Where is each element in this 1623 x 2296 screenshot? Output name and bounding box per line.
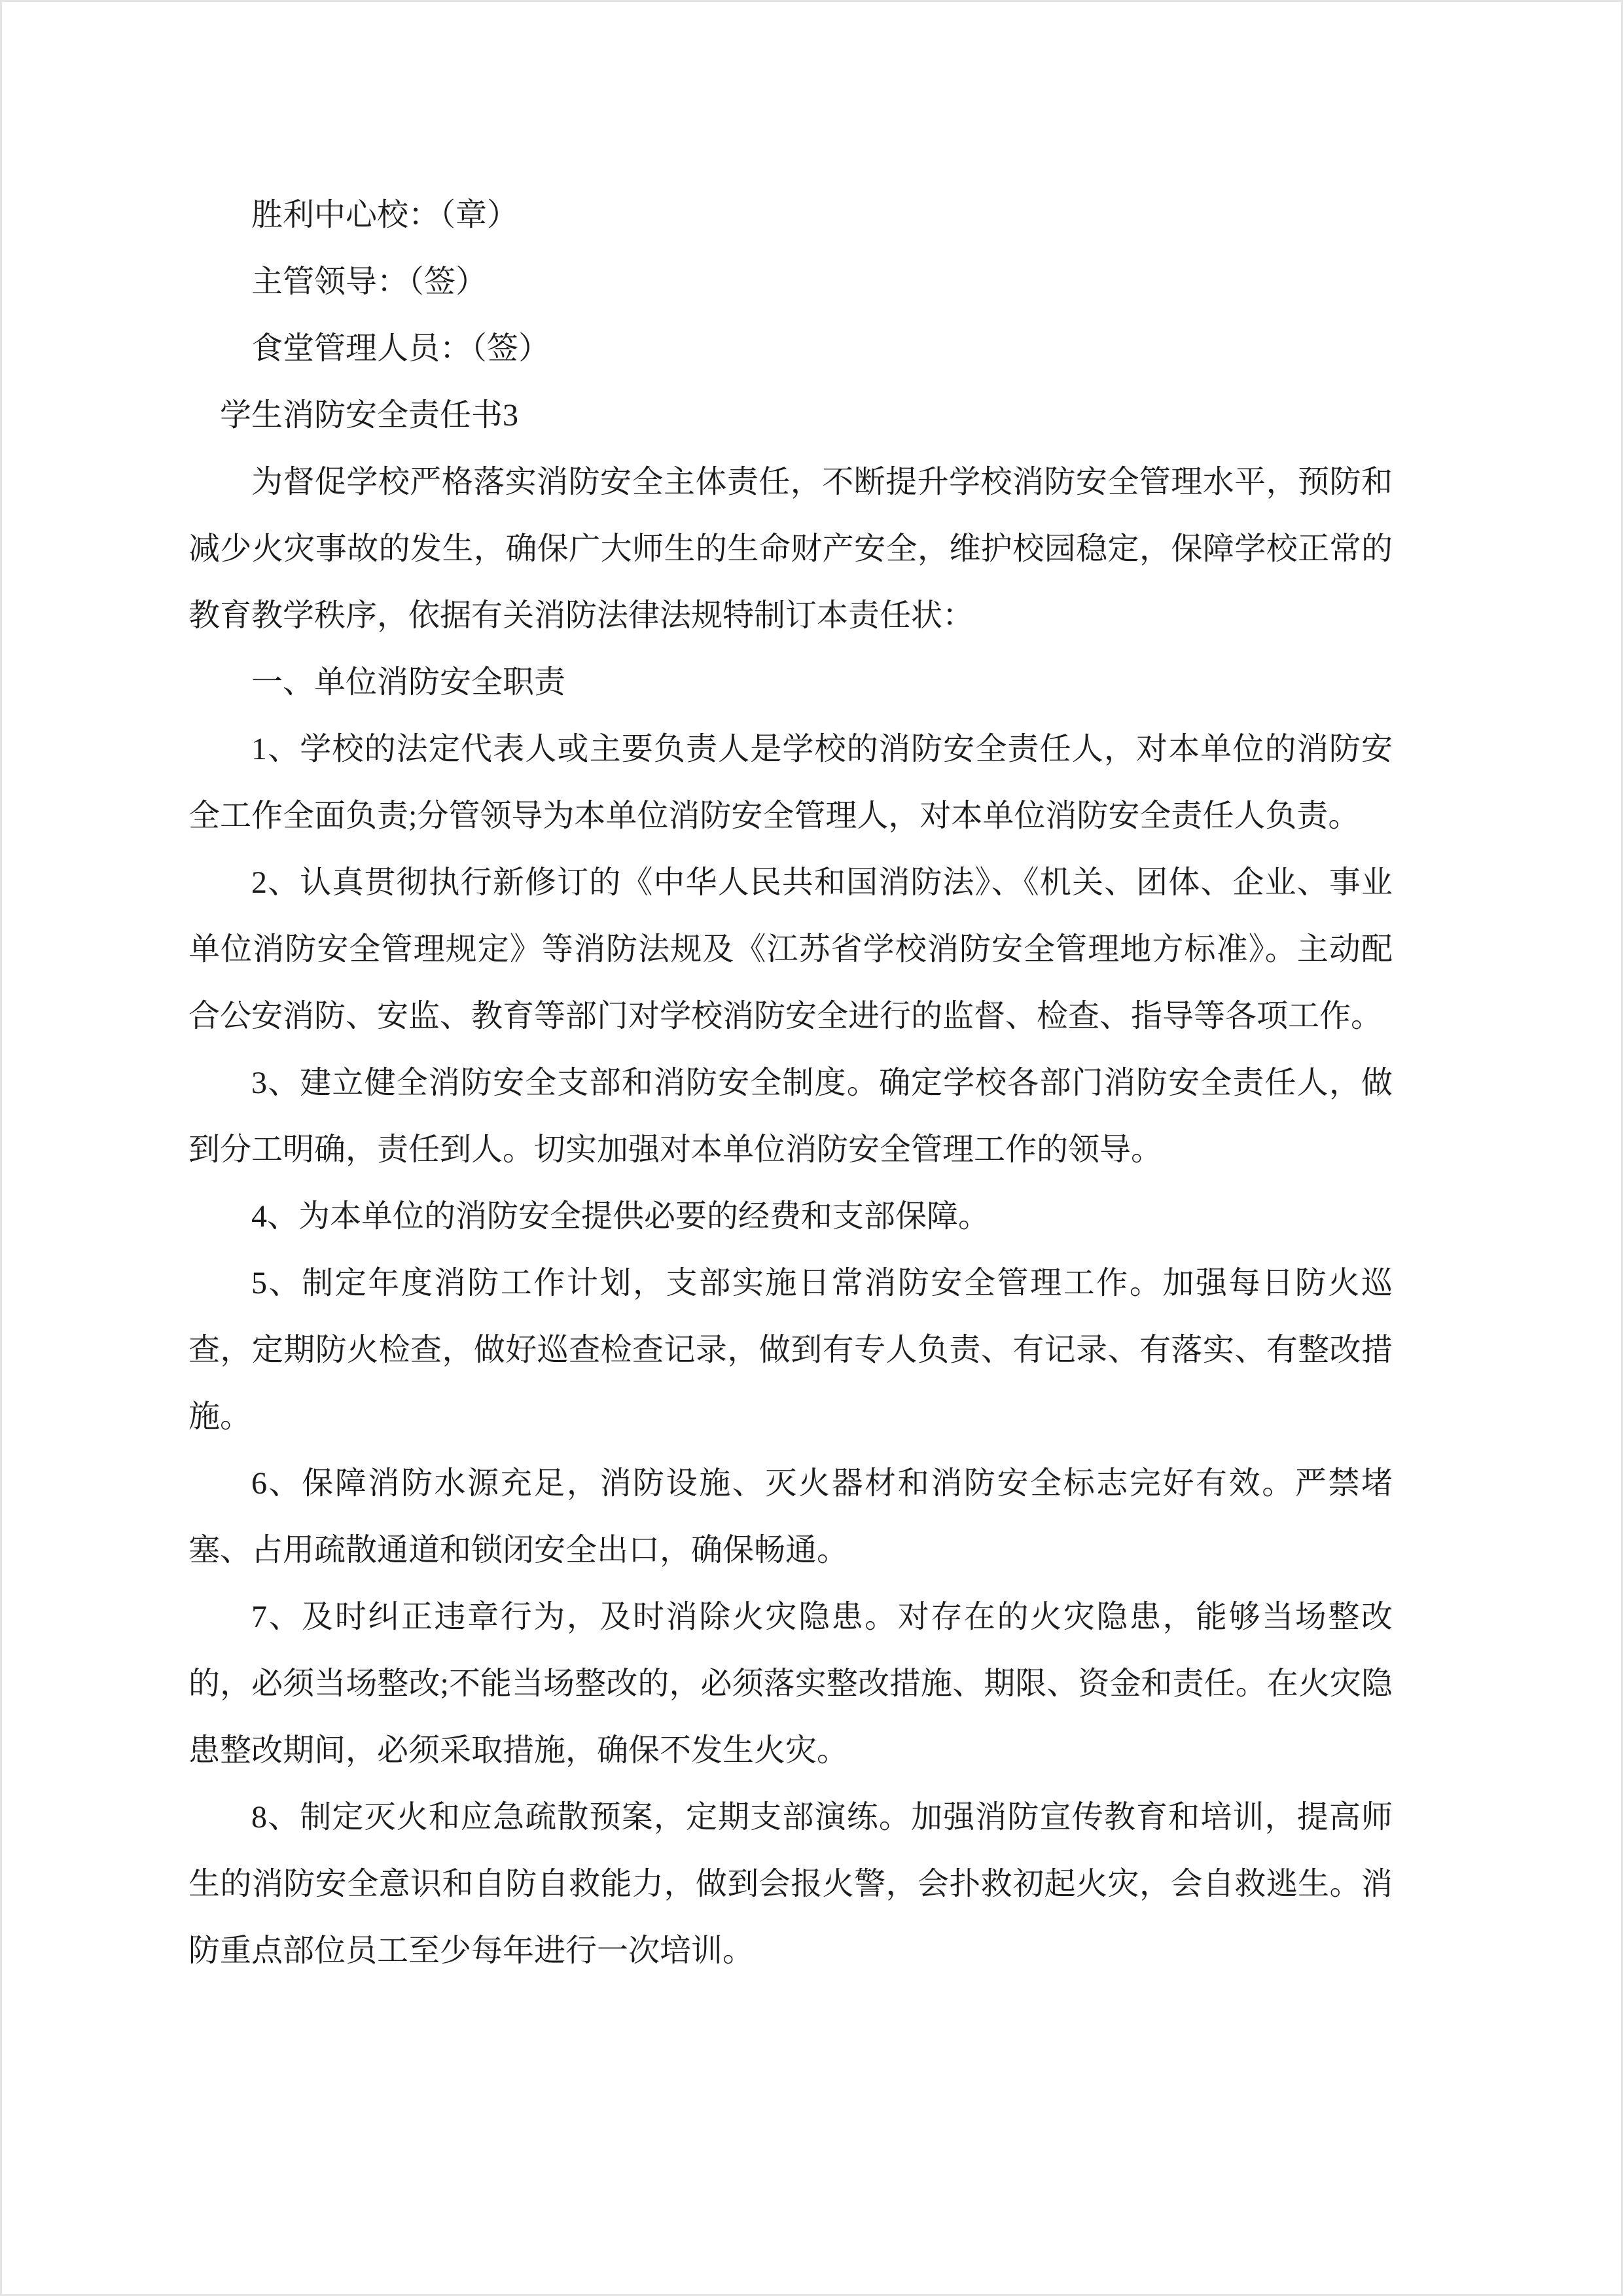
document-body <box>188 182 1393 1984</box>
signature-line-canteen-manager: 食堂管理人员：（签） <box>251 331 550 366</box>
paragraph-item-3: 3、建立健全消防安全支部和消防安全制度。确定学校各部门消防安全责任人，做到分工明确，责任到人。切实加强对本单位消防安全管理工作的领导。 <box>188 1066 1393 1167</box>
signature-line-supervisor: 主管领导：（签） <box>251 264 488 299</box>
document-title: 学生消防安全责任书3 <box>220 398 519 433</box>
paragraph-item-4: 4、为本单位的消防安全提供必要的经费和支部保障。 <box>251 1199 990 1234</box>
signature-line-school-seal: 胜利中心校：（章） <box>251 198 519 232</box>
paragraph-item-8: 8、制定灭火和应急疏散预案，定期支部演练。加强消防宣传教育和培训，提高师生的消防安全意识和自防自救能力，做到会报火警，会扑救初起火灾，会自救逃生。消防重点部位员工至少每年进行一次培训。 <box>188 1800 1393 1968</box>
paragraph-item-5: 5、制定年度消防工作计划，支部实施日常消防安全管理工作。加强每日防火巡查，定期防火检查，做好巡查检查记录，做到有专人负责、有记录、有落实、有整改措施。 <box>188 1266 1393 1434</box>
paragraph-item-2: 2、认真贯彻执行新修订的《中华人民共和国消防法》、《机关、团体、企业、事业单位消防安全管理规定》等消防法规及《江苏省学校消防安全管理地方标准》。主动配合公安消防、安监、教育等部门对学校消防安全进行的监督、检查、指导等各项工作。 <box>188 865 1393 1033</box>
paragraph-item-7: 7、及时纠正违章行为，及时消除火灾隐患。对存在的火灾隐患，能够当场整改的，必须当场整改;不能当场整改的，必须落实整改措施、期限、资金和责任。在火灾隐患整改期间，必须采取措施，确保不发生火灾。 <box>188 1600 1393 1768</box>
paragraph-item-6: 6、保障消防水源充足，消防设施、灭火器材和消防安全标志完好有效。严禁堵塞、占用疏散通道和锁闭安全出口，确保畅通。 <box>188 1466 1393 1568</box>
paragraph-item-1: 1、学校的法定代表人或主要负责人是学校的消防安全责任人，对本单位的消防安全工作全面负责;分管领导为本单位消防安全管理人，对本单位消防安全责任人负责。 <box>188 732 1393 833</box>
paragraph-intro: 为督促学校严格落实消防安全主体责任，不断提升学校消防安全管理水平，预防和减少火灾事故的发生，确保广大师生的生命财产安全，维护校园稳定，保障学校正常的教育教学秩序，依据有关消防法律法规特制订本责任状： <box>188 465 1393 633</box>
section-heading: 一、单位消防安全职责 <box>251 665 566 700</box>
